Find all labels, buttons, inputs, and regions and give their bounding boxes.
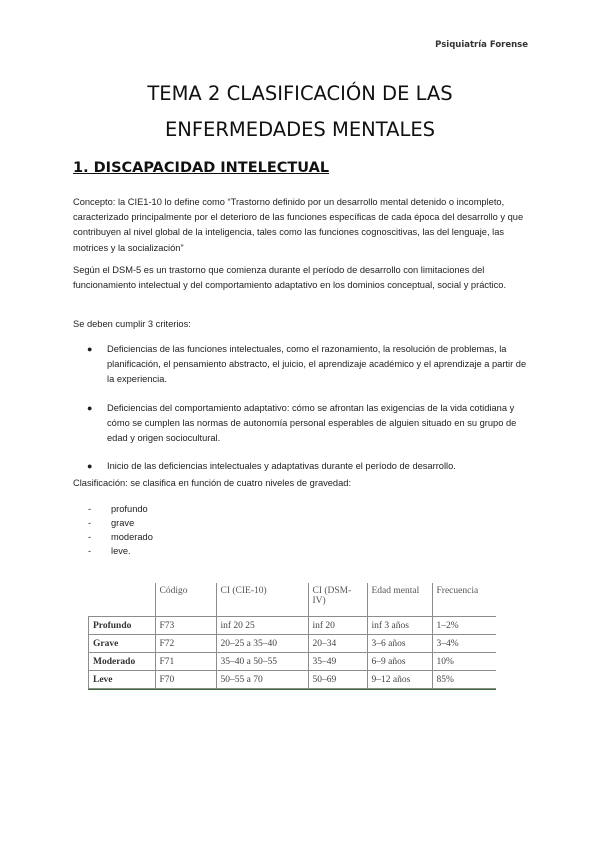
niveles-list: [73, 502, 153, 558]
table-row: [89, 635, 497, 653]
criterio-text: Deficiencias del comportamiento adaptativo: cómo se afrontan las exigencias de la vida cotidiana y cómo se cumplen las normas de autonomía personal esperables de alguien situado en su grupo de edad y origen sociocultural.: [107, 402, 517, 444]
dash-marker: -: [88, 532, 92, 542]
table-header-cell: Código: [155, 583, 216, 617]
table-row-header: Grave: [89, 635, 156, 653]
document-header-course: Psiquiatría Forense: [435, 40, 528, 50]
dash-marker: -: [88, 546, 92, 556]
table-cell: F72: [155, 635, 216, 653]
table-cell: 9–12 años: [367, 671, 432, 689]
nivel-text: moderado: [111, 532, 153, 542]
page-title-line-1: TEMA 2 CLASIFICACIÓN DE LAS: [147, 82, 453, 105]
table-header-cell: CI (CIE-10): [216, 583, 308, 617]
criterio-text: Deficiencias de las funciones intelectuales, como el razonamiento, la resolución de problemas, la planificación, el pensamiento abstracto, el juicio, el aprendizaje académico y el aprendizaje a partir de la experiencia.: [107, 344, 527, 385]
table-cell: 20–34: [308, 635, 367, 653]
severity-table-image: [88, 583, 496, 690]
table-row-header: Leve: [89, 671, 156, 689]
dash-marker: -: [88, 518, 92, 528]
table-cell: 1–2%: [432, 617, 496, 635]
criterio-item: [73, 342, 535, 388]
section-heading: 1. DISCAPACIDAD INTELECTUAL: [73, 160, 330, 176]
dsm-paragraph: Según el DSM-5 es un trastorno que comienza durante el período de desarrollo con limitaciones del funcionamiento intelectual y del comportamiento adaptativo en los dominios conceptual, social y práctico.: [73, 265, 507, 291]
table-cell: F70: [155, 671, 216, 689]
clasificacion-intro: Clasificación: se clasifica en función de cuatro niveles de gravedad:: [73, 478, 352, 488]
table-row: [89, 617, 497, 635]
bullet-icon: ●: [87, 402, 93, 413]
table-row: [89, 671, 497, 689]
table-cell: 20–25 a 35–40: [216, 635, 308, 653]
dash-marker: -: [88, 504, 92, 514]
nivel-item: [73, 516, 153, 530]
nivel-text: profundo: [111, 504, 148, 514]
criterios-list: [73, 342, 535, 487]
table-row: [89, 653, 497, 671]
nivel-item: [73, 530, 153, 544]
bullet-icon: ●: [87, 344, 93, 354]
table-cell: 3–4%: [432, 635, 496, 653]
page-title: [0, 76, 600, 148]
page-title-line-2: ENFERMEDADES MENTALES: [164, 118, 436, 141]
table-header-cell: [89, 583, 156, 617]
table-cell: inf 20: [308, 617, 367, 635]
table-cell: 85%: [432, 671, 496, 689]
nivel-text: grave: [111, 518, 135, 528]
table-header-cell: CI (DSM-IV): [308, 583, 367, 617]
table-cell: 50–69: [308, 671, 367, 689]
table-cell: 10%: [432, 653, 496, 671]
table-cell: F71: [155, 653, 216, 671]
table-cell: F73: [155, 617, 216, 635]
nivel-text: leve.: [111, 546, 131, 556]
criterio-item: [73, 459, 535, 474]
table-cell: 35–49: [308, 653, 367, 671]
table-header-cell: Edad mental: [367, 583, 432, 617]
table-row-header: Profundo: [89, 617, 156, 635]
criterios-intro: Se deben cumplir 3 criterios:: [73, 319, 191, 329]
criterio-text: Inicio de las deficiencias intelectuales y adaptativas durante el período de desarrollo.: [107, 461, 456, 472]
table-cell: inf 3 años: [367, 617, 432, 635]
table-header-row: [89, 583, 497, 617]
table-cell: 6–9 años: [367, 653, 432, 671]
table-header-cell: Frecuencia: [432, 583, 496, 617]
criterio-item: [73, 401, 535, 447]
nivel-item: [73, 502, 153, 516]
concepto-paragraph: Concepto: la CIE1-10 lo define como “Trastorno definido por un desarrollo mental detenido o incompleto, caracterizado principalmente por el deterioro de las funciones específicas de cada época del desarrollo y que contribuyen al nivel global de la inteligencia, tales como las funciones cognoscitivas, las del lenguaje, las motrices y la socialización”: [73, 197, 524, 253]
table-row-header: Moderado: [89, 653, 156, 671]
table-cell: 35–40 a 50–55: [216, 653, 308, 671]
severity-table: [88, 583, 496, 689]
table-cell: inf 20 25: [216, 617, 308, 635]
table-cell: 50–55 a 70: [216, 671, 308, 689]
table-cell: 3–6 años: [367, 635, 432, 653]
bullet-icon: ●: [87, 461, 93, 472]
nivel-item: [73, 544, 153, 558]
